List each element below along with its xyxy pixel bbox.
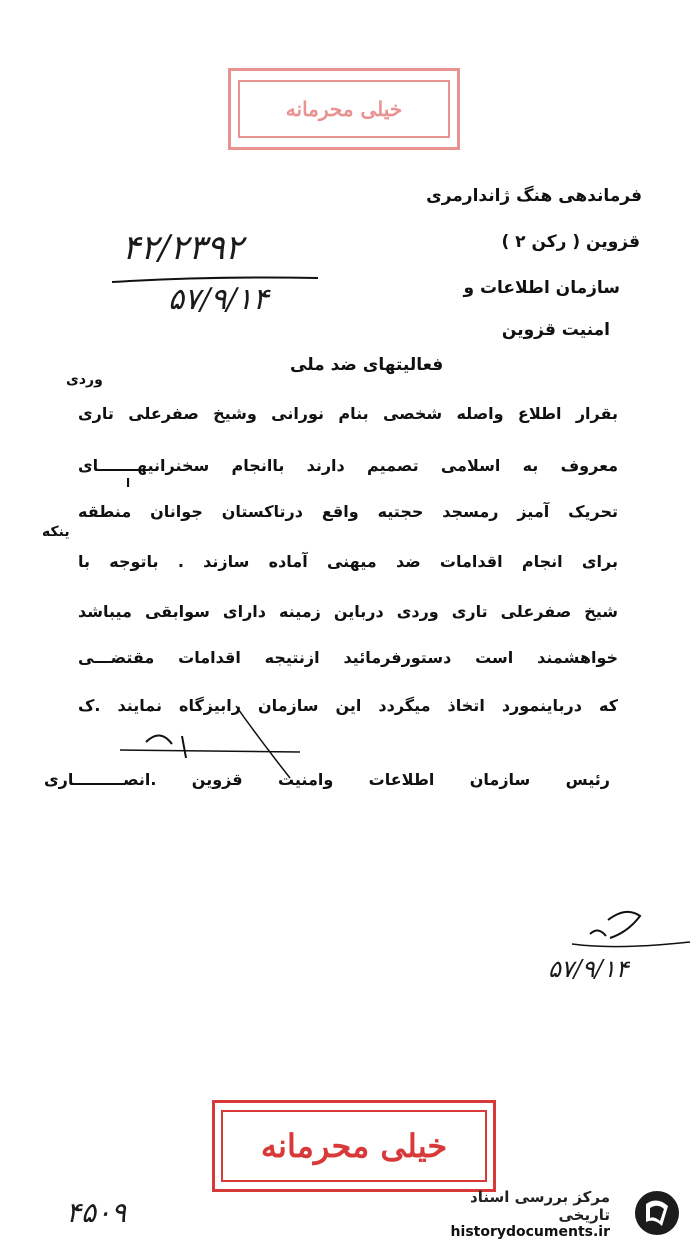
body-line-6: خواهشمند است دستورفرمائید ازنتیجه اقدامات مقتضـــی [78,648,618,667]
archive-logo-icon [632,1188,682,1238]
reference-number: ۴۲/۲۳۹۲ [122,228,244,268]
archive-logo [418,1188,688,1238]
confidential-stamp-top-text: خیلی محرمانه [238,80,450,139]
page-number: ۴۵۰۹ [66,1196,127,1229]
header-org-line1: سازمان اطلاعات و [463,278,620,298]
header-city: قزوین ( رکن ۲ ) [501,232,640,252]
document-subject: فعالیتهای ضد ملی [290,355,444,375]
margin-note-line3: ا [126,476,131,490]
confidential-stamp-bottom-text: خیلی محرمانه [221,1110,486,1181]
archive-logo-persian: مرکز بررسی اسناد تاریخی [470,1188,610,1224]
body-line-4: برای انجام اقدامات ضد میهنی آماده سازند . باتوجه با [78,552,618,571]
body-line-2: معروف به اسلامی تصمیم دارند باانجام سخنرانیهـــــــای [78,456,618,475]
header-org-line2: امنیت قزوین [501,320,610,340]
archive-logo-url: historydocuments.ir [450,1224,610,1240]
signature-line: رئیس سازمان اطلاعات وامنیت قزوین .انصـــــــــاری [44,770,610,789]
margin-note-name: وردی [66,372,103,388]
margin-note-line4: ینکه [42,524,70,540]
reference-date: ۵۷/۹/۱۴ [168,282,269,317]
body-line-7: که درباینمورد اتخاذ میگردد این سازمان رابیزگاه نمایند .ک [78,696,618,715]
body-line-1: بقرار اطلاع واصله شخصی بنام نورانی وشیخ صفرعلی تاری [78,404,618,423]
body-line-5: شیخ صفرعلی تاری وردی درباین زمینه دارای سوابقی میباشد [78,602,618,621]
body-line-3: تحریک آمیز رمسجد حجتیه واقع درتاکستان جوانان منطقه [78,502,618,521]
header-command: فرماندهی هنگ ژاندارمری [426,186,642,206]
side-note-date: ۵۷/۹/۱۴ [548,955,629,983]
